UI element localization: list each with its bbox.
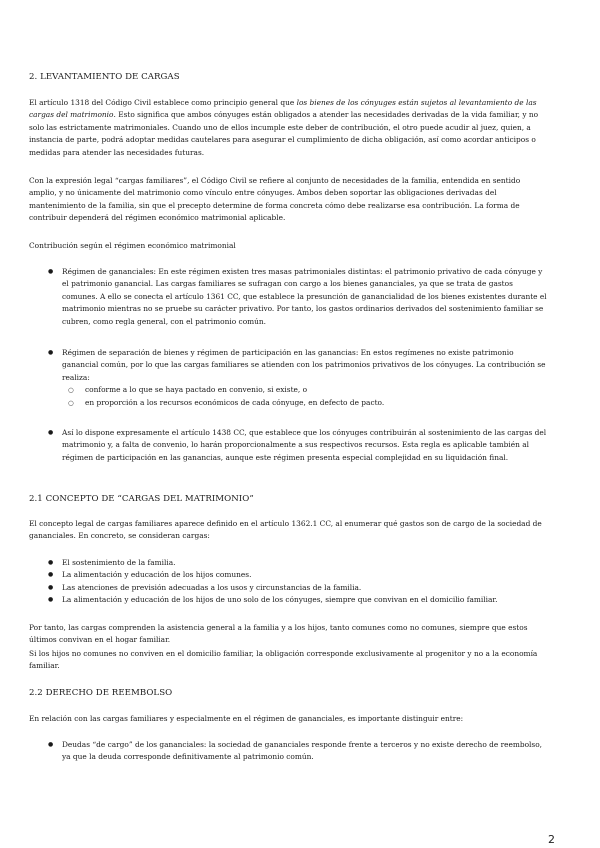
italic-quote: los bienes de los cónyuges están sujetos al levantamiento de las cargas del matrimonio: [29, 98, 537, 120]
list-item: ● Las atenciones de previsión adecuadas a los usos y circunstancias de la familia.: [29, 582, 550, 594]
paragraph-articulo-1318: El artículo 1318 del Código Civil establece como principio general que los bienes de los cónyuges están sujetos al levantamiento de las cargas del matrimonio. Esto significa que ambos cónyuges están obligados a atender las necesidades derivadas de la vida familiar, y no solo las estrictamente matrimoniales. Cuando uno de ellos incumple este deber de contribución, el otro puede acudir al juez, quien, a instancia de parte, podrá adoptar medidas cautelares para asegurar el cumplimiento de dicha obligación, así como acordar anticipos o medidas para atender las necesidades futuras.: [29, 98, 539, 157]
bullet-list-deudas: [29, 739, 550, 764]
bullet-list-articulo-1438: [29, 427, 550, 464]
list-item: ● El sostenimiento de la familia.: [29, 557, 550, 569]
section-heading-reembolso: 2.2 DERECHO DE REEMBOLSO: [29, 688, 173, 698]
list-item: ● Así lo dispone expresamente el artículo 1438 CC, que establece que los cónyuges contribuirán al sostenimiento de las cargas del matrimonio y, a falta de convenio, lo harán proporcionalmente a sus respectivos recursos. Esta regla es aplicable también al régimen de participación en las ganancias, aunque este régimen presenta especial complejidad en su liquidación final.: [29, 427, 550, 464]
list-item: ● Régimen de gananciales: En este régimen existen tres masas patrimoniales distintas: el patrimonio privativo de cada cónyuge y el patrimonio ganancial. Las cargas familiares se sufragan con cargo a los bienes gananciales, ya que se trata de gastos comunes. A ello se conecta el artículo 1361 CC, que establece la presunción de ganancialidad de los bienes existentes durante el matrimonio mientras no se pruebe su carácter privativo. Por tanto, los gastos ordinarios derivados del sostenimiento familiar se cubren, como regla general, con el patrimonio común.: [29, 266, 550, 328]
bullet-list-cargas: [29, 557, 550, 607]
paragraph-cargas-familiares: Con la expresión legal “cargas familiares”, el Código Civil se refiere al conjunto de necesidades de la familia, entendida en sentido amplio, y no únicamente del matrimonio como vínculo entre cónyuges. Ambos deben soportar las obligaciones derivadas del mantenimiento de la familia, sin que el precepto determine de forma concreta cómo debe realizarse esa contribución. La forma de contribuir dependerá del régimen económico matrimonial aplicable.: [29, 176, 521, 223]
page-number: 2: [548, 833, 555, 846]
list-item: ● La alimentación y educación de los hijos de uno solo de los cónyuges, siempre que convivan en el domicilio familiar.: [29, 594, 550, 606]
subtitle-contribucion: Contribución según el régimen económico matrimonial: [29, 241, 236, 250]
sub-list: [62, 384, 550, 409]
list-item: ● La alimentación y educación de los hijos comunes.: [29, 569, 550, 581]
bullet-list-separacion: [29, 347, 550, 409]
paragraph-hijos-no-comunes: Si los hijos no comunes no conviven en el domicilio familiar, la obligación corresponde exclusivamente al progenitor y no a la economía familiar.: [29, 649, 538, 671]
sub-list-item: ○ conforme a lo que se haya pactado en convenio, si existe, o: [62, 384, 550, 396]
list-item: ● Deudas “de cargo” de los gananciales: la sociedad de gananciales responde frente a terceros y no existe derecho de reembolso, ya que la deuda corresponde definitivamente al patrimonio común.: [29, 739, 550, 764]
paragraph-concepto-legal: El concepto legal de cargas familiares aparece definido en el artículo 1362.1 CC, al enumerar qué gastos son de cargo de la sociedad de gananciales. En concreto, se consideran cargas:: [29, 519, 542, 541]
paragraph-por-tanto: Por tanto, las cargas comprenden la asistencia general a la familia y a los hijos, tanto comunes como no comunes, siempre que estos últimos convivan en el hogar familiar.: [29, 623, 528, 645]
paragraph-relacion-cargas: En relación con las cargas familiares y especialmente en el régimen de gananciales, es importante distinguir entre:: [29, 714, 464, 723]
bullet-list-gananciales: [29, 266, 550, 328]
list-item: ● Régimen de separación de bienes y régimen de participación en las ganancias: En estos regímenes no existe patrimonio ganancial común, por lo que las cargas familiares se atienden con los patrimonios privativos de los cónyuges. La contribución se realiza: ○ conforme a lo que se haya pactado en convenio, si existe, o ○ en proporción a los recursos económicos de cada cónyuge, en defecto de pacto.: [29, 347, 550, 409]
section-heading-concepto: 2.1 CONCEPTO DE “CARGAS DEL MATRIMONIO”: [29, 494, 254, 504]
section-heading-levantamiento: 2. LEVANTAMIENTO DE CARGAS: [29, 72, 180, 82]
sub-list-item: ○ en proporción a los recursos económicos de cada cónyuge, en defecto de pacto.: [62, 397, 550, 409]
